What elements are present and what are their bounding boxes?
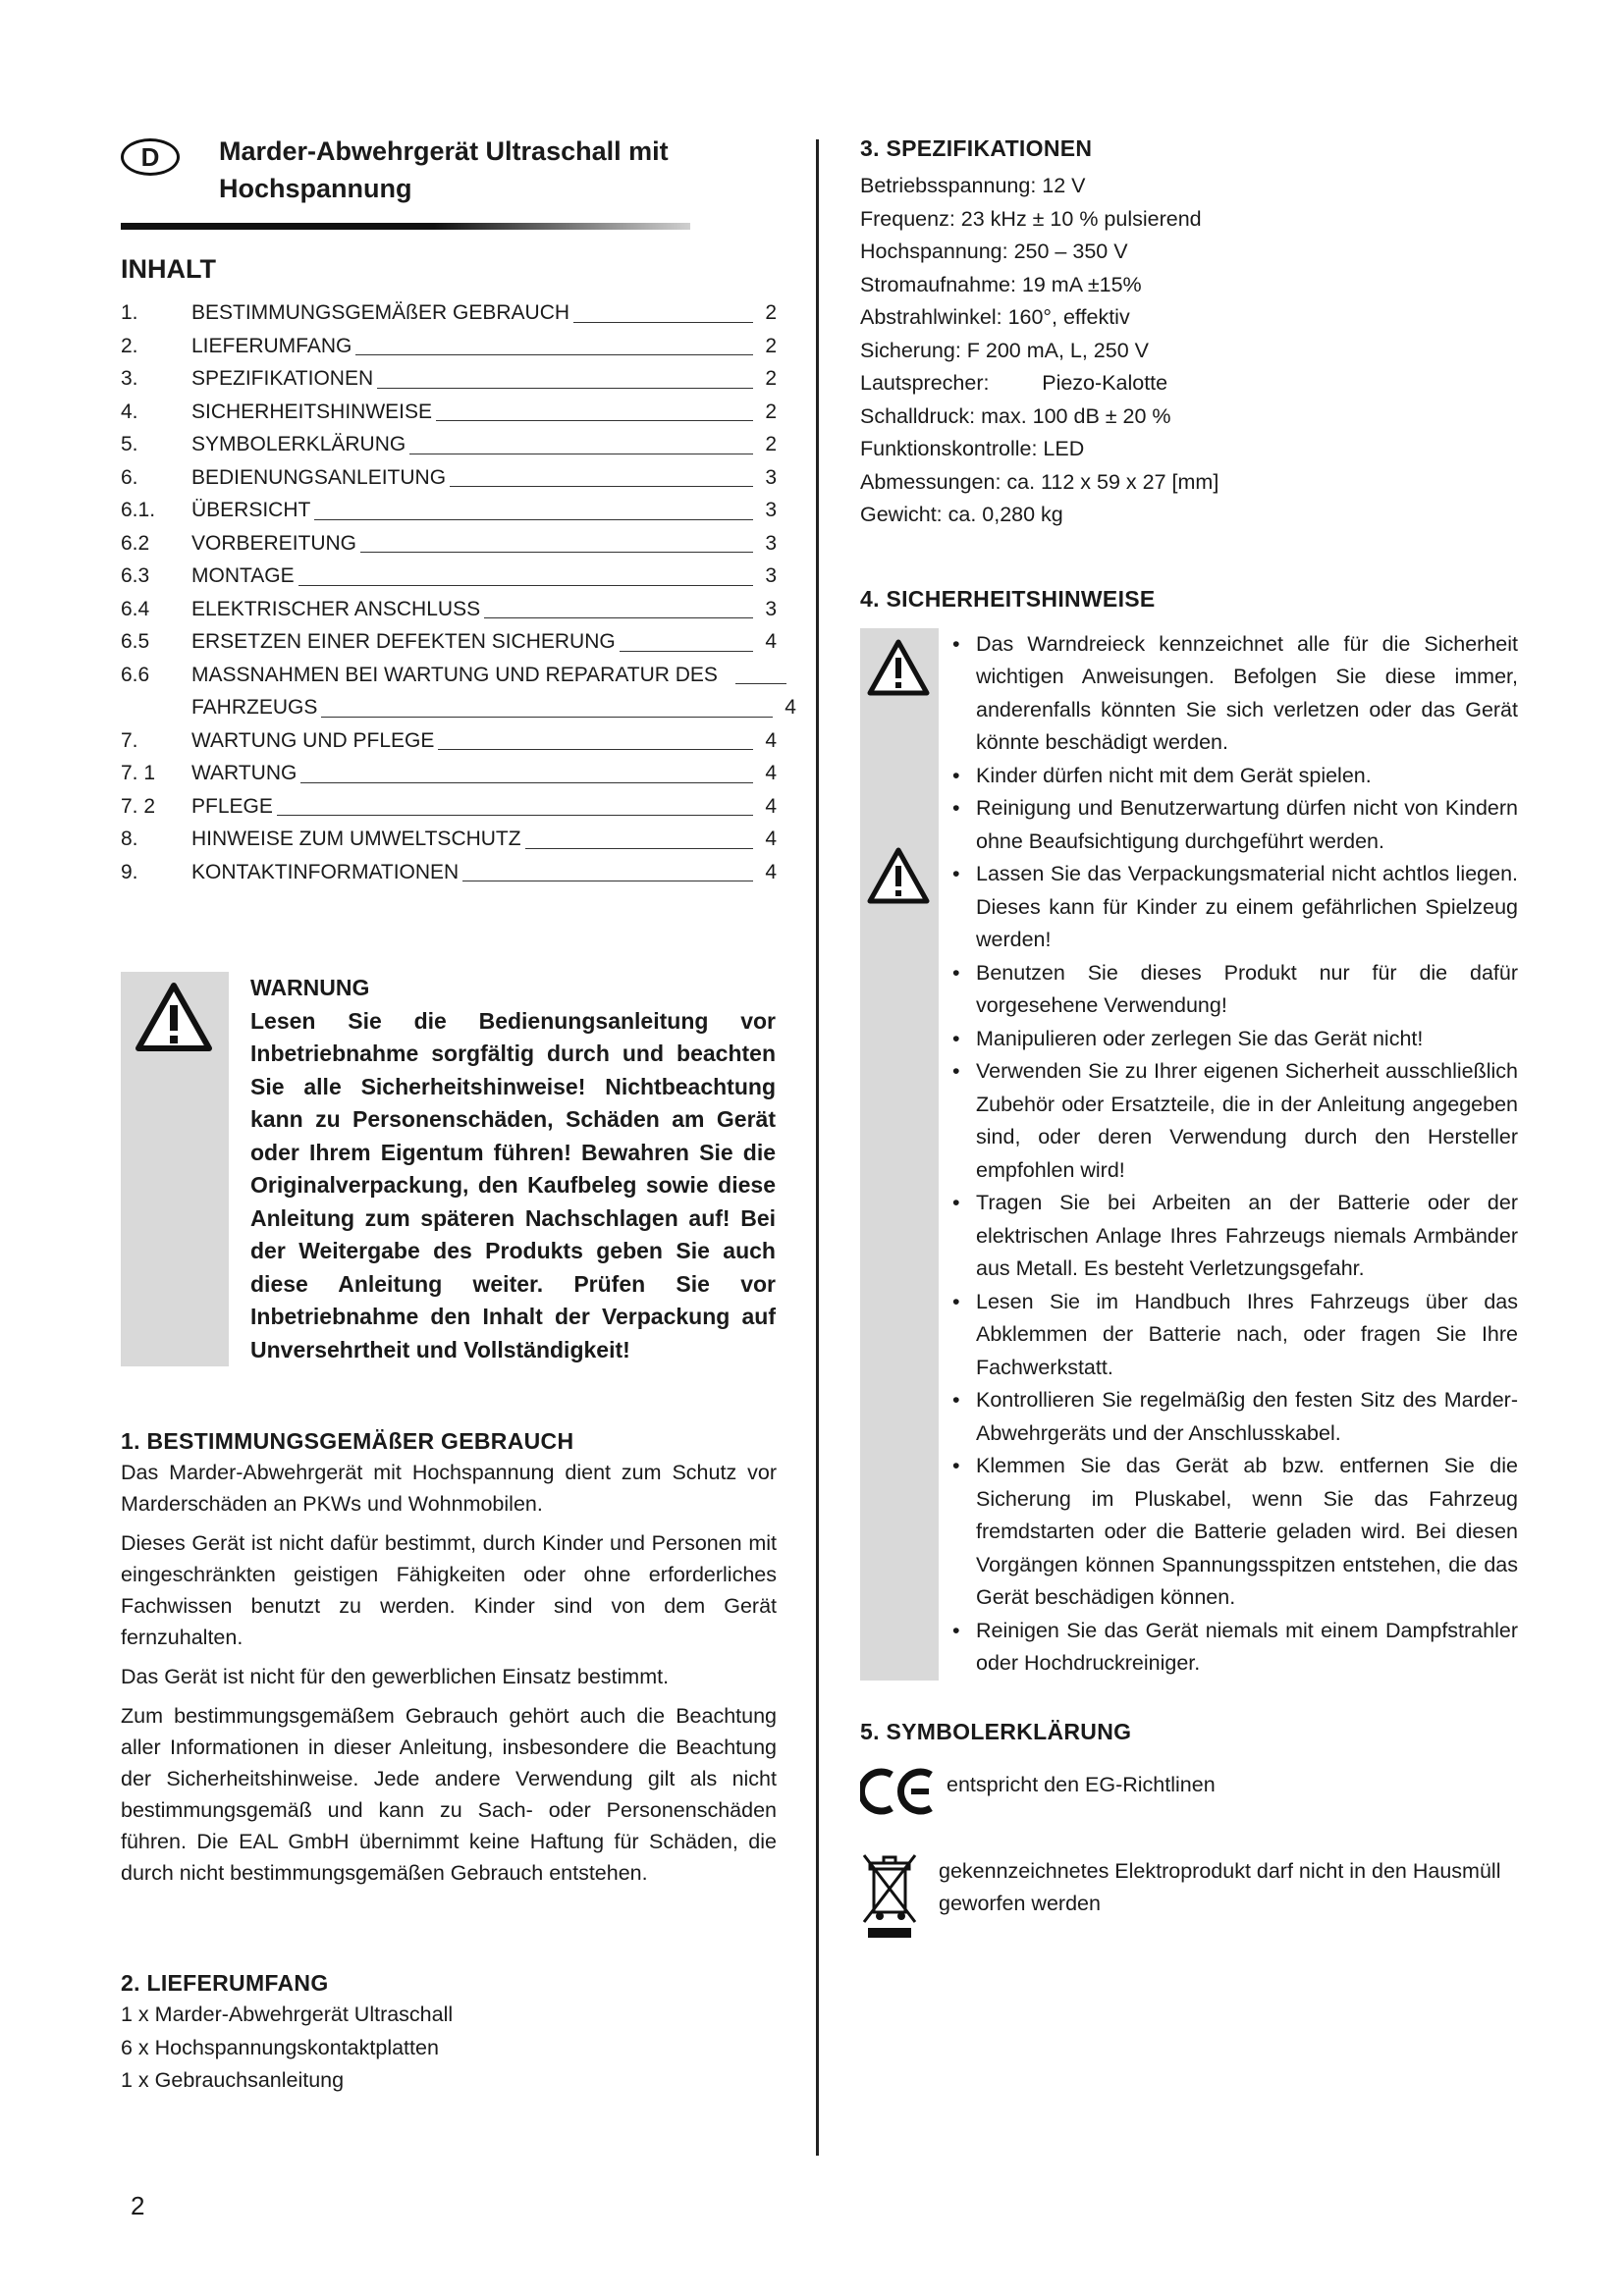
toc-entry: [121, 757, 777, 790]
delivery-item: 6 x Hochspannungskontaktplatten: [121, 2035, 439, 2059]
toc-page-number: 4: [765, 860, 777, 883]
toc-page-number: 3: [765, 499, 777, 521]
toc-entry: [121, 625, 777, 659]
toc-heading: INHALT: [121, 254, 216, 284]
spec-item: Schalldruck: max. 100 dB ± 20 %: [860, 403, 1171, 428]
section-scope-of-delivery: [121, 1967, 777, 2098]
warning-body: Lesen Sie die Bedienungsanleitung vor Inbetriebnahme sorgfältig durch und beachten Sie alle Sicherheitshinweise! Nichtbeachtung kann zu Personenschäden, Schäden am Gerät oder Ihrem Eigentum führen! Bewahren Sie die Originalverpackung, den Kaufbeleg sowie diese Anleitung zum späteren Nachschlagen auf! Bei der Weitergabe des Produkts geben Sie auch diese Anleitung weiter. Prüfen Sie vor Inbetriebnahme den Inhalt der Verpackung auf Unversehrtheit und Vollständigkeit!: [250, 1007, 776, 1362]
toc-label: KONTAKTINFORMATIONEN: [191, 860, 460, 883]
delivery-item: 1 x Marder-Abwehrgerät Ultraschall: [121, 2002, 454, 2026]
warning-box: [121, 972, 777, 1366]
toc-number: 6.2: [121, 531, 150, 555]
toc-leader: [300, 782, 753, 783]
header-rule: [121, 223, 690, 230]
safety-item: • Reinigung und Benutzerwartung dürfen nicht von Kindern ohne Beaufsichtigung durchgeführt werden.: [976, 792, 1518, 858]
toc-label: MONTAGE: [191, 564, 295, 587]
section-symbols: [860, 1716, 1518, 1940]
toc-label-line-2: [191, 691, 796, 724]
delivery-list: [121, 1999, 777, 2098]
toc-entry: [121, 296, 777, 330]
toc-leader: [355, 354, 753, 355]
toc-page-number: 2: [765, 400, 777, 423]
spec-item: Funktionskontrolle: LED: [860, 437, 1085, 460]
toc-entry: [121, 560, 777, 593]
toc-label: BESTIMMUNGSGEMÄßER GEBRAUCH: [191, 301, 570, 324]
toc-number: 6.: [121, 465, 138, 489]
toc-entry: [121, 396, 777, 429]
safety-box: [860, 628, 1518, 1681]
toc-number: 6.5: [121, 630, 150, 653]
right-column: [860, 133, 1518, 1940]
ce-description: entspricht den EG-Richtlinen: [947, 1772, 1216, 1796]
section-heading: 5. SYMBOLERKLÄRUNG: [860, 1718, 1132, 1744]
toc-leader: [484, 617, 753, 618]
toc-page-number: 4: [765, 762, 777, 784]
spec-item: Lautsprecher: Piezo-Kalotte: [860, 371, 1168, 395]
toc-leader: [438, 749, 753, 750]
toc-number: 3.: [121, 367, 138, 390]
toc-page-number: 4: [765, 794, 777, 818]
spec-item: Abstrahlwinkel: 160°, effektiv: [860, 305, 1130, 329]
spec-item: Stromaufnahme: 19 mA ±15%: [860, 272, 1142, 296]
toc-entry: [121, 823, 777, 856]
toc-label: ERSETZEN EINER DEFEKTEN SICHERUNG: [191, 630, 616, 653]
toc-number: 7.: [121, 728, 138, 752]
document-title: Marder-Abwehrgerät Ultraschall mit Hochspannung: [219, 136, 669, 203]
warning-content: [229, 972, 776, 1366]
toc-page-number: 2: [765, 301, 777, 324]
toc-label: VORBEREITUNG: [191, 531, 357, 555]
toc-number: 7. 1: [121, 762, 156, 784]
weee-symbol-row: [860, 1851, 1518, 1940]
safety-item: • Verwenden Sie zu Ihrer eigenen Sicherheit ausschließlich Zubehör oder Ersatzteile, die in der Anleitung angegeben sind, oder deren Verwendung durch den Hersteller empfohlen wird!: [976, 1055, 1518, 1187]
toc-leader: [321, 717, 773, 718]
toc-number: 1.: [121, 301, 138, 324]
toc-label: WARTUNG: [191, 762, 298, 784]
safety-item: • Tragen Sie bei Arbeiten an der Batterie oder der elektrischen Anlage Ihres Fahrzeugs niemals Armbänder aus Metall. Es besteht Verletzungsgefahr.: [976, 1187, 1518, 1286]
toc-leader: [450, 486, 753, 487]
toc-entry: [121, 724, 777, 758]
toc-entry: [121, 856, 777, 889]
warning-triangle-icon: [866, 846, 931, 905]
section-heading: 4. SICHERHEITSHINWEISE: [860, 585, 1156, 612]
toc-entry: [121, 593, 777, 626]
toc-page-number: 2: [765, 433, 777, 455]
safety-item: • Kinder dürfen nicht mit dem Gerät spielen.: [976, 760, 1518, 793]
document-header: [121, 133, 777, 221]
toc-page-number: 2: [765, 367, 777, 390]
toc-label: BEDIENUNGSANLEITUNG: [191, 465, 447, 489]
section-specifications: [860, 133, 1518, 532]
spec-item: Betriebsspannung: 12 V: [860, 174, 1086, 197]
toc-number: 6.3: [121, 564, 150, 587]
spec-list: [860, 170, 1518, 532]
toc-page-number: 3: [765, 564, 777, 587]
toc-label: SICHERHEITSHINWEISE: [191, 400, 433, 423]
weee-description: gekennzeichnetes Elektroprodukt darf nicht in den Hausmüll geworfen werden: [939, 1858, 1501, 1915]
toc-label: SPEZIFIKATIONEN: [191, 367, 374, 390]
safety-item: • Kontrollieren Sie regelmäßig den festen Sitz des Marder-Abwehrgeräts und der Anschlusskabel.: [976, 1384, 1518, 1450]
toc-number: 9.: [121, 860, 138, 883]
toc-entry: [121, 428, 777, 461]
toc-number: 4.: [121, 400, 138, 423]
safety-item: • Das Warndreieck kennzeichnet alle für die Sicherheit wichtigen Anweisungen. Befolgen Sie diese immer, anderenfalls könnten Sie sich verletzen oder das Gerät könnte beschädigt werden.: [976, 628, 1518, 760]
toc-number: 5.: [121, 433, 138, 455]
spec-item: Gewicht: ca. 0,280 kg: [860, 503, 1063, 526]
spec-item: Hochspannung: 250 – 350 V: [860, 240, 1128, 263]
toc-label-wrap: [191, 659, 796, 724]
toc-label: SYMBOLERKLÄRUNG: [191, 433, 406, 455]
spec-item: Sicherung: F 200 mA, L, 250 V: [860, 338, 1149, 362]
section-heading: 1. BESTIMMUNGSGEMÄßER GEBRAUCH: [121, 1428, 574, 1454]
section-safety: [860, 583, 1518, 1681]
section-body: [121, 1457, 777, 1889]
body-paragraph: Das Gerät ist nicht für den gewerblichen Einsatz bestimmt.: [121, 1665, 670, 1688]
toc-label: MASSNAHMEN BEI WARTUNG UND REPARATUR DES: [191, 663, 718, 686]
column-divider: [816, 139, 819, 2156]
toc-page-number: 3: [765, 531, 777, 555]
toc-number: 2.: [121, 334, 138, 357]
toc-label: ELEKTRISCHER ANSCHLUSS: [191, 597, 481, 620]
toc-entry: [121, 790, 777, 824]
body-paragraph: Das Marder-Abwehrgerät mit Hochspannung dient zum Schutz vor Marderschäden an PKWs und Wohnmobilen.: [121, 1461, 777, 1516]
warning-sidebar: [121, 972, 229, 1366]
safety-item: • Reinigen Sie das Gerät niemals mit einem Dampfstrahler oder Hochdruckreiniger.: [976, 1615, 1518, 1681]
toc-leader: [620, 651, 753, 652]
warning-triangle-icon: [866, 638, 931, 697]
toc-entry: [121, 330, 777, 363]
safety-sidebar: [860, 628, 939, 1681]
table-of-contents: [121, 296, 796, 888]
toc-leader: [360, 552, 753, 553]
toc-leader: [298, 585, 753, 586]
crossed-bin-icon: [860, 1851, 919, 1940]
toc-entry: [121, 362, 777, 396]
left-column: [121, 133, 796, 2098]
spec-item: Frequenz: 23 kHz ± 10 % pulsierend: [860, 206, 1202, 231]
toc-page-number: 4: [785, 696, 796, 719]
toc-page-number: 3: [765, 465, 777, 489]
toc-leader: [277, 815, 753, 816]
safety-item: • Lesen Sie im Handbuch Ihres Fahrzeugs über das Abklemmen der Batterie nach, oder fragen Sie Ihre Fachwerkstatt.: [976, 1286, 1518, 1385]
toc-leader: [573, 322, 753, 323]
ce-mark-icon: [860, 1767, 937, 1816]
safety-item: • Klemmen Sie das Gerät ab bzw. entfernen Sie die Sicherung im Pluskabel, wenn Sie das Fahrzeug fremdstarten oder die Batterie geladen wird. Bei diesen Vorgängen können Spannungsspitzen entstehen, die das Gerät beschädigen können.: [976, 1450, 1518, 1615]
toc-entry: [121, 527, 777, 561]
toc-page-number: 3: [765, 597, 777, 620]
toc-page-number: 4: [765, 728, 777, 752]
section-heading: 2. LIEFERUMFANG: [121, 1970, 329, 1996]
toc-label-line-1: [191, 659, 796, 692]
delivery-item: 1 x Gebrauchsanleitung: [121, 2068, 345, 2092]
toc-label: FAHRZEUGS: [191, 696, 318, 719]
toc-leader: [314, 519, 753, 520]
toc-number: 7. 2: [121, 794, 156, 818]
toc-number: 8.: [121, 828, 138, 850]
toc-label: ÜBERSICHT: [191, 499, 311, 521]
safety-item: • Lassen Sie das Verpackungsmaterial nicht achtlos liegen. Dieses kann für Kinder zu einem gefährlichen Spielzeug werden!: [976, 858, 1518, 957]
body-paragraph: Dieses Gerät ist nicht dafür bestimmt, durch Kinder und Personen mit eingeschränkten geistigen Fähigkeiten oder ohne erforderliches Fachwissen benutzt zu werden. Kinder sind von dem Gerät fernzuhalten.: [121, 1531, 777, 1649]
toc-leader: [735, 683, 786, 684]
toc-number: 6.1.: [121, 499, 156, 521]
warning-title: WARNUNG: [250, 975, 370, 1000]
warning-triangle-icon: [135, 982, 213, 1052]
body-paragraph: Zum bestimmungsgemäßem Gebrauch gehört auch die Beachtung aller Informationen in dieser Anleitung, insbesondere die Beachtung der Sicherheitshinweise. Jede andere Verwendung gilt als nicht bestimmungsgemäß und kann zu Sach- oder Personenschäden führen. Die EAL GmbH übernimmt keine Haftung für Schäden, die durch nicht bestimmungsgemäßen Gebrauch entstehen.: [121, 1704, 777, 1885]
toc-entry: [121, 659, 796, 724]
toc-label: HINWEISE ZUM UMWELTSCHUTZ: [191, 828, 521, 850]
toc-page-number: 4: [765, 828, 777, 850]
spec-item: Abmessungen: ca. 112 x 59 x 27 [mm]: [860, 469, 1219, 494]
toc-page-number: 4: [765, 630, 777, 653]
toc-entry: [121, 461, 777, 495]
toc-label: PFLEGE: [191, 794, 273, 818]
toc-leader: [377, 388, 753, 389]
section-heading: 3. SPEZIFIKATIONEN: [860, 135, 1093, 161]
toc-leader: [436, 420, 753, 421]
toc-number: 6.4: [121, 597, 150, 620]
ce-symbol-row: [860, 1767, 1518, 1816]
page-number: 2: [131, 2191, 145, 2220]
safety-item: • Benutzen Sie dieses Produkt nur für die dafür vorgesehene Verwendung!: [976, 957, 1518, 1023]
toc-leader: [525, 848, 753, 849]
toc-label: WARTUNG UND PFLEGE: [191, 728, 435, 752]
toc-number: 6.6: [121, 663, 150, 686]
toc-page-number: 2: [765, 334, 777, 357]
section-intended-use: [121, 1425, 777, 1889]
safety-item: • Manipulieren oder zerlegen Sie das Gerät nicht!: [976, 1023, 1518, 1056]
toc-entry: [121, 494, 777, 527]
toc-label: LIEFERUMFANG: [191, 334, 352, 357]
language-badge: D: [121, 138, 180, 176]
safety-list: [939, 628, 1518, 1681]
